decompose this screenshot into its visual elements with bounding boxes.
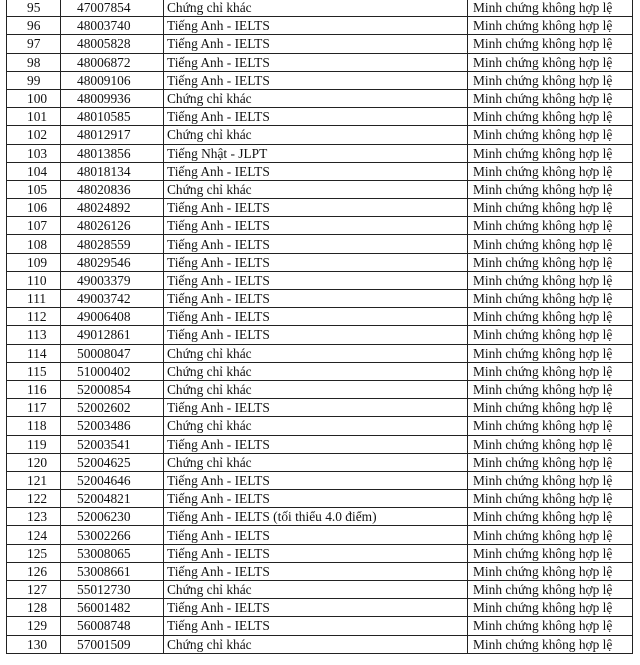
candidate-id-cell: 53002266 xyxy=(61,526,164,544)
results-table xyxy=(6,0,633,654)
candidate-id-cell: 48028559 xyxy=(61,235,164,253)
result-cell: Minh chứng không hợp lệ xyxy=(468,435,633,453)
table-row xyxy=(7,508,633,526)
result-cell: Minh chứng không hợp lệ xyxy=(468,217,633,235)
certificate-cell: Tiếng Anh - IELTS xyxy=(164,471,468,489)
row-number-cell: 124 xyxy=(7,526,61,544)
table-row xyxy=(7,271,633,289)
certificate-cell: Tiếng Anh - IELTS xyxy=(164,217,468,235)
row-number-cell: 113 xyxy=(7,326,61,344)
row-number-cell: 118 xyxy=(7,417,61,435)
candidate-id-cell: 48009936 xyxy=(61,89,164,107)
certificate-cell: Tiếng Anh - IELTS xyxy=(164,235,468,253)
table-row xyxy=(7,599,633,617)
table-row xyxy=(7,217,633,235)
result-cell: Minh chứng không hợp lệ xyxy=(468,417,633,435)
certificate-cell: Chứng chỉ khác xyxy=(164,362,468,380)
candidate-id-cell: 48026126 xyxy=(61,217,164,235)
table-row xyxy=(7,290,633,308)
candidate-id-cell: 49003379 xyxy=(61,271,164,289)
result-cell: Minh chứng không hợp lệ xyxy=(468,526,633,544)
candidate-id-cell: 56008748 xyxy=(61,617,164,635)
certificate-cell: Chứng chỉ khác xyxy=(164,126,468,144)
result-cell: Minh chứng không hợp lệ xyxy=(468,490,633,508)
certificate-cell: Tiếng Anh - IELTS xyxy=(164,53,468,71)
result-cell: Minh chứng không hợp lệ xyxy=(468,235,633,253)
candidate-id-cell: 47007854 xyxy=(61,0,164,17)
result-cell: Minh chứng không hợp lệ xyxy=(468,544,633,562)
result-cell: Minh chứng không hợp lệ xyxy=(468,599,633,617)
result-cell: Minh chứng không hợp lệ xyxy=(468,271,633,289)
row-number-cell: 115 xyxy=(7,362,61,380)
certificate-cell: Chứng chỉ khác xyxy=(164,635,468,653)
table-row xyxy=(7,544,633,562)
certificate-cell: Tiếng Anh - IELTS xyxy=(164,290,468,308)
certificate-cell: Chứng chỉ khác xyxy=(164,0,468,17)
row-number-cell: 126 xyxy=(7,562,61,580)
candidate-id-cell: 49003742 xyxy=(61,290,164,308)
row-number-cell: 123 xyxy=(7,508,61,526)
row-number-cell: 128 xyxy=(7,599,61,617)
row-number-cell: 104 xyxy=(7,162,61,180)
certificate-cell: Tiếng Anh - IELTS xyxy=(164,162,468,180)
result-cell: Minh chứng không hợp lệ xyxy=(468,471,633,489)
candidate-id-cell: 56001482 xyxy=(61,599,164,617)
certificate-cell: Chứng chỉ khác xyxy=(164,380,468,398)
certificate-cell: Tiếng Anh - IELTS xyxy=(164,271,468,289)
row-number-cell: 130 xyxy=(7,635,61,653)
table-row xyxy=(7,344,633,362)
table-row xyxy=(7,326,633,344)
row-number-cell: 127 xyxy=(7,581,61,599)
certificate-cell: Chứng chỉ khác xyxy=(164,417,468,435)
candidate-id-cell: 52000854 xyxy=(61,380,164,398)
candidate-id-cell: 52004625 xyxy=(61,453,164,471)
table-row xyxy=(7,617,633,635)
row-number-cell: 109 xyxy=(7,253,61,271)
certificate-cell: Tiếng Anh - IELTS xyxy=(164,308,468,326)
row-number-cell: 110 xyxy=(7,271,61,289)
row-number-cell: 116 xyxy=(7,380,61,398)
result-cell: Minh chứng không hợp lệ xyxy=(468,581,633,599)
result-cell: Minh chứng không hợp lệ xyxy=(468,508,633,526)
candidate-id-cell: 49012861 xyxy=(61,326,164,344)
result-cell: Minh chứng không hợp lệ xyxy=(468,180,633,198)
row-number-cell: 103 xyxy=(7,144,61,162)
result-cell: Minh chứng không hợp lệ xyxy=(468,126,633,144)
candidate-id-cell: 52003541 xyxy=(61,435,164,453)
table-row xyxy=(7,308,633,326)
table-row xyxy=(7,0,633,17)
candidate-id-cell: 48024892 xyxy=(61,199,164,217)
table-row xyxy=(7,89,633,107)
result-cell: Minh chứng không hợp lệ xyxy=(468,399,633,417)
table-row xyxy=(7,108,633,126)
document-page xyxy=(6,0,632,654)
candidate-id-cell: 48013856 xyxy=(61,144,164,162)
certificate-cell: Tiếng Anh - IELTS xyxy=(164,544,468,562)
table-row xyxy=(7,380,633,398)
table-row xyxy=(7,562,633,580)
certificate-cell: Tiếng Anh - IELTS xyxy=(164,199,468,217)
candidate-id-cell: 52004821 xyxy=(61,490,164,508)
result-cell: Minh chứng không hợp lệ xyxy=(468,617,633,635)
certificate-cell: Tiếng Anh - IELTS xyxy=(164,435,468,453)
row-number-cell: 121 xyxy=(7,471,61,489)
row-number-cell: 107 xyxy=(7,217,61,235)
result-cell: Minh chứng không hợp lệ xyxy=(468,380,633,398)
candidate-id-cell: 48005828 xyxy=(61,35,164,53)
result-cell: Minh chứng không hợp lệ xyxy=(468,326,633,344)
result-cell: Minh chứng không hợp lệ xyxy=(468,89,633,107)
candidate-id-cell: 57001509 xyxy=(61,635,164,653)
row-number-cell: 101 xyxy=(7,108,61,126)
result-cell: Minh chứng không hợp lệ xyxy=(468,144,633,162)
table-row xyxy=(7,435,633,453)
row-number-cell: 98 xyxy=(7,53,61,71)
row-number-cell: 106 xyxy=(7,199,61,217)
result-cell: Minh chứng không hợp lệ xyxy=(468,344,633,362)
result-cell: Minh chứng không hợp lệ xyxy=(468,562,633,580)
row-number-cell: 119 xyxy=(7,435,61,453)
row-number-cell: 111 xyxy=(7,290,61,308)
row-number-cell: 108 xyxy=(7,235,61,253)
row-number-cell: 100 xyxy=(7,89,61,107)
certificate-cell: Tiếng Anh - IELTS xyxy=(164,17,468,35)
candidate-id-cell: 52004646 xyxy=(61,471,164,489)
certificate-cell: Tiếng Anh - IELTS xyxy=(164,617,468,635)
row-number-cell: 117 xyxy=(7,399,61,417)
row-number-cell: 95 xyxy=(7,0,61,17)
table-row xyxy=(7,581,633,599)
candidate-id-cell: 48029546 xyxy=(61,253,164,271)
certificate-cell: Tiếng Anh - IELTS xyxy=(164,399,468,417)
table-row xyxy=(7,399,633,417)
candidate-id-cell: 53008661 xyxy=(61,562,164,580)
certificate-cell: Tiếng Anh - IELTS xyxy=(164,35,468,53)
candidate-id-cell: 48003740 xyxy=(61,17,164,35)
row-number-cell: 129 xyxy=(7,617,61,635)
certificate-cell: Tiếng Anh - IELTS xyxy=(164,253,468,271)
candidate-id-cell: 53008065 xyxy=(61,544,164,562)
row-number-cell: 122 xyxy=(7,490,61,508)
certificate-cell: Tiếng Anh - IELTS xyxy=(164,326,468,344)
table-row xyxy=(7,180,633,198)
table-row xyxy=(7,362,633,380)
row-number-cell: 120 xyxy=(7,453,61,471)
table-row xyxy=(7,471,633,489)
certificate-cell: Chứng chỉ khác xyxy=(164,180,468,198)
result-cell: Minh chứng không hợp lệ xyxy=(468,0,633,17)
table-row xyxy=(7,35,633,53)
candidate-id-cell: 48020836 xyxy=(61,180,164,198)
result-cell: Minh chứng không hợp lệ xyxy=(468,53,633,71)
candidate-id-cell: 51000402 xyxy=(61,362,164,380)
result-cell: Minh chứng không hợp lệ xyxy=(468,453,633,471)
certificate-cell: Chứng chỉ khác xyxy=(164,453,468,471)
candidate-id-cell: 52006230 xyxy=(61,508,164,526)
result-cell: Minh chứng không hợp lệ xyxy=(468,108,633,126)
row-number-cell: 112 xyxy=(7,308,61,326)
table-row xyxy=(7,53,633,71)
results-table-body xyxy=(7,0,633,653)
result-cell: Minh chứng không hợp lệ xyxy=(468,635,633,653)
table-row xyxy=(7,490,633,508)
candidate-id-cell: 52003486 xyxy=(61,417,164,435)
row-number-cell: 102 xyxy=(7,126,61,144)
result-cell: Minh chứng không hợp lệ xyxy=(468,35,633,53)
certificate-cell: Tiếng Nhật - JLPT xyxy=(164,144,468,162)
certificate-cell: Tiếng Anh - IELTS (tối thiểu 4.0 điểm) xyxy=(164,508,468,526)
certificate-cell: Chứng chỉ khác xyxy=(164,344,468,362)
table-row xyxy=(7,453,633,471)
candidate-id-cell: 55012730 xyxy=(61,581,164,599)
certificate-cell: Tiếng Anh - IELTS xyxy=(164,526,468,544)
table-row xyxy=(7,417,633,435)
candidate-id-cell: 48006872 xyxy=(61,53,164,71)
candidate-id-cell: 48012917 xyxy=(61,126,164,144)
result-cell: Minh chứng không hợp lệ xyxy=(468,290,633,308)
table-row xyxy=(7,144,633,162)
certificate-cell: Chứng chỉ khác xyxy=(164,89,468,107)
candidate-id-cell: 48010585 xyxy=(61,108,164,126)
row-number-cell: 125 xyxy=(7,544,61,562)
certificate-cell: Tiếng Anh - IELTS xyxy=(164,108,468,126)
certificate-cell: Chứng chỉ khác xyxy=(164,581,468,599)
result-cell: Minh chứng không hợp lệ xyxy=(468,308,633,326)
candidate-id-cell: 52002602 xyxy=(61,399,164,417)
table-row xyxy=(7,526,633,544)
result-cell: Minh chứng không hợp lệ xyxy=(468,71,633,89)
result-cell: Minh chứng không hợp lệ xyxy=(468,199,633,217)
result-cell: Minh chứng không hợp lệ xyxy=(468,362,633,380)
row-number-cell: 105 xyxy=(7,180,61,198)
table-row xyxy=(7,253,633,271)
candidate-id-cell: 48018134 xyxy=(61,162,164,180)
table-row xyxy=(7,162,633,180)
table-row xyxy=(7,235,633,253)
result-cell: Minh chứng không hợp lệ xyxy=(468,17,633,35)
candidate-id-cell: 48009106 xyxy=(61,71,164,89)
result-cell: Minh chứng không hợp lệ xyxy=(468,253,633,271)
table-row xyxy=(7,17,633,35)
table-row xyxy=(7,71,633,89)
table-row xyxy=(7,199,633,217)
table-row xyxy=(7,126,633,144)
row-number-cell: 96 xyxy=(7,17,61,35)
certificate-cell: Tiếng Anh - IELTS xyxy=(164,490,468,508)
certificate-cell: Tiếng Anh - IELTS xyxy=(164,71,468,89)
candidate-id-cell: 49006408 xyxy=(61,308,164,326)
candidate-id-cell: 50008047 xyxy=(61,344,164,362)
certificate-cell: Tiếng Anh - IELTS xyxy=(164,599,468,617)
certificate-cell: Tiếng Anh - IELTS xyxy=(164,562,468,580)
result-cell: Minh chứng không hợp lệ xyxy=(468,162,633,180)
row-number-cell: 114 xyxy=(7,344,61,362)
table-row xyxy=(7,635,633,653)
row-number-cell: 99 xyxy=(7,71,61,89)
row-number-cell: 97 xyxy=(7,35,61,53)
